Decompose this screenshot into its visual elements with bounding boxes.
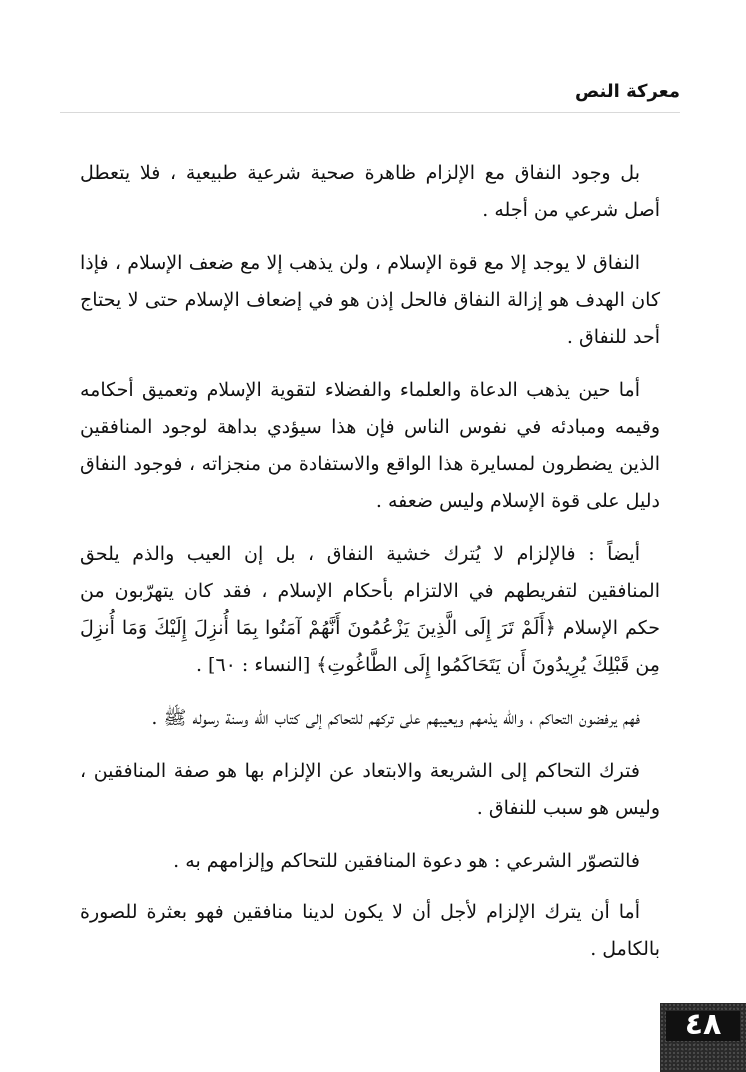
page-number-box <box>660 1003 746 1072</box>
quran-verse: ﴿أَلَمْ تَرَ إِلَى الَّذِينَ يَزْعُمُونَ أَنَّهُمْ آمَنُوا بِمَا أُنزِلَ إِلَيْكَ وَمَا أُنزِلَ مِن قَبْلِكَ يُرِيدُونَ أَن يَتَحَاكَمُوا إِلَى الطَّاغُوتِ﴾ <box>80 617 660 676</box>
paragraph-1: بل وجود النفاق مع الإلزام ظاهرة صحية شرعية طبيعية ، فلا يتعطل أصل شرعي من أجله . <box>80 162 660 221</box>
paragraph-4 <box>80 536 660 684</box>
paragraph-8: أما أن يترك الإلزام لأجل أن لا يكون لدينا منافقين فهو بعثرة للصورة بالكامل . <box>80 901 660 960</box>
paragraph-6: فترك التحاكم إلى الشريعة والابتعاد عن الإلزام بها هو صفة المنافقين ، وليس هو سبب للنفاق . <box>80 760 660 819</box>
paragraph-3: أما حين يذهب الدعاة والعلماء والفضلاء لتقوية الإسلام وتعميق أحكامه وقيمه ومبادئه في نفوس الناس فإن هذا سيؤدي بداهة لوجود المنافقين الذين يضطرون لمسايرة هذا الواقع والاستفادة من منجزاته ، فوجود النفاق دليل على قوة الإسلام وليس ضعفه . <box>80 379 660 512</box>
paragraph-7: فالتصوّر الشرعي : هو دعوة المنافقين للتحاكم وإلزامهم به . <box>173 850 640 872</box>
paragraph-4-text: أيضاً : فالإلزام لا يُترك خشية النفاق ، بل إن العيب والذم يلحق المنافقين لتفريطهم في الالتزام بأحكام الإسلام ، فقد كان يتهرّبون من حكم الإسلام <box>80 543 660 639</box>
body-text <box>80 155 660 982</box>
running-header <box>60 78 680 118</box>
page-number: ٤٨ <box>684 1007 722 1042</box>
quran-citation: [النساء : ٦٠] . <box>195 654 311 676</box>
header-title: معركة النص <box>575 81 680 102</box>
paragraph-2: النفاق لا يوجد إلا مع قوة الإسلام ، ولن يذهب إلا مع ضعف الإسلام ، فإذا كان الهدف هو إزالة النفاق فالحل إذن هو في إضعاف الإسلام حتى لا يحتاج أحد للنفاق . <box>80 252 660 348</box>
header-rule <box>60 112 680 113</box>
paragraph-5: فهم يرفضون التحاكم ، والله يذمهم ويعيبهم على تركهم للتحاكم إلى كتاب الله وسنة رسوله ﷺ . <box>151 707 640 729</box>
